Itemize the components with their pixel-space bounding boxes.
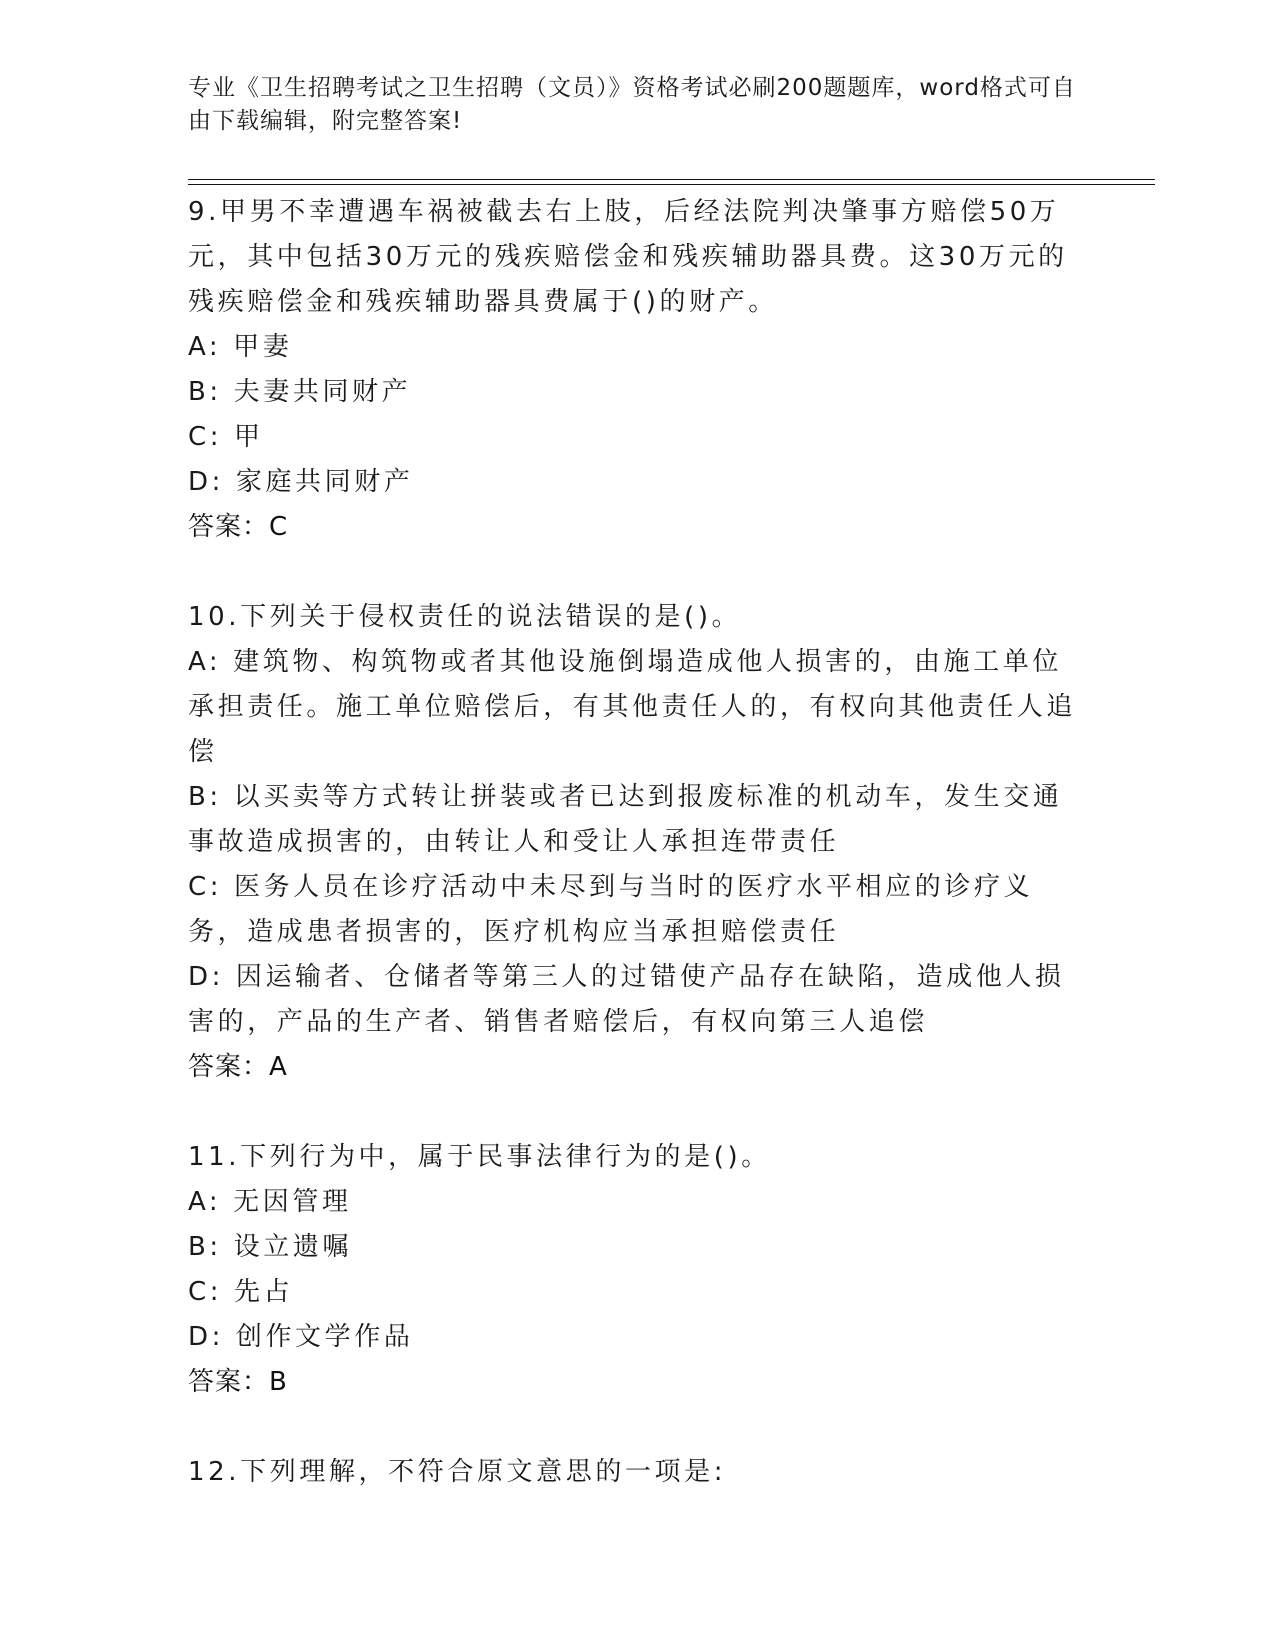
option-d: D: 因运输者、仓储者等第三人的过错使产品存在缺陷，造成他人损害的，产品的生产者、销售者赔偿后，有权向第三人追偿 [188, 962, 1065, 1037]
option-b: B: 以买卖等方式转让拼装或者已达到报废标准的机动车，发生交通事故造成损害的，由转让人和受让人承担连带责任 [188, 782, 1063, 857]
question-11 [188, 1135, 1088, 1405]
question-stem: 12.下列理解，不符合原文意思的一项是: [188, 1457, 727, 1487]
answer-line: 答案：B [188, 1367, 288, 1397]
answer-line: 答案：C [188, 512, 289, 542]
question-10 [188, 595, 1088, 1090]
option-a: A: 建筑物、构筑物或者其他设施倒塌造成他人损害的，由施工单位承担责任。施工单位赔偿后，有其他责任人的，有权向其他责任人追偿 [188, 647, 1077, 767]
option-c: C: 先占 [188, 1277, 294, 1307]
question-9 [188, 190, 1088, 550]
question-stem: 10.下列关于侵权责任的说法错误的是()。 [188, 602, 742, 632]
header-divider-top [188, 179, 1155, 180]
question-stem: 11.下列行为中，属于民事法律行为的是()。 [188, 1142, 771, 1172]
option-a: A: 甲妻 [188, 332, 293, 362]
option-d: D: 创作文学作品 [188, 1322, 414, 1352]
question-stem: 9.甲男不幸遭遇车祸被截去右上肢，后经法院判决肇事方赔偿50万元，其中包括30万元的残疾赔偿金和残疾辅助器具费。这30万元的残疾赔偿金和残疾辅助器具费属于()的财产。 [188, 197, 1068, 317]
question-list [188, 190, 1088, 1540]
question-12 [188, 1450, 1088, 1495]
option-d: D: 家庭共同财产 [188, 467, 414, 497]
option-c: C: 医务人员在诊疗活动中未尽到与当时的医疗水平相应的诊疗义务，造成患者损害的，医疗机构应当承担赔偿责任 [188, 872, 1034, 947]
option-b: B: 夫妻共同财产 [188, 377, 412, 407]
answer-line: 答案：A [188, 1052, 288, 1082]
option-b: B: 设立遗嘱 [188, 1232, 353, 1262]
option-c: C: 甲 [188, 422, 264, 452]
option-a: A: 无因管理 [188, 1187, 352, 1217]
header-divider-bottom [188, 184, 1155, 185]
document-header-text: 专业《卫生招聘考试之卫生招聘（文员）》资格考试必刷200题题库，word格式可自由下载编辑，附完整答案! [188, 75, 1076, 134]
